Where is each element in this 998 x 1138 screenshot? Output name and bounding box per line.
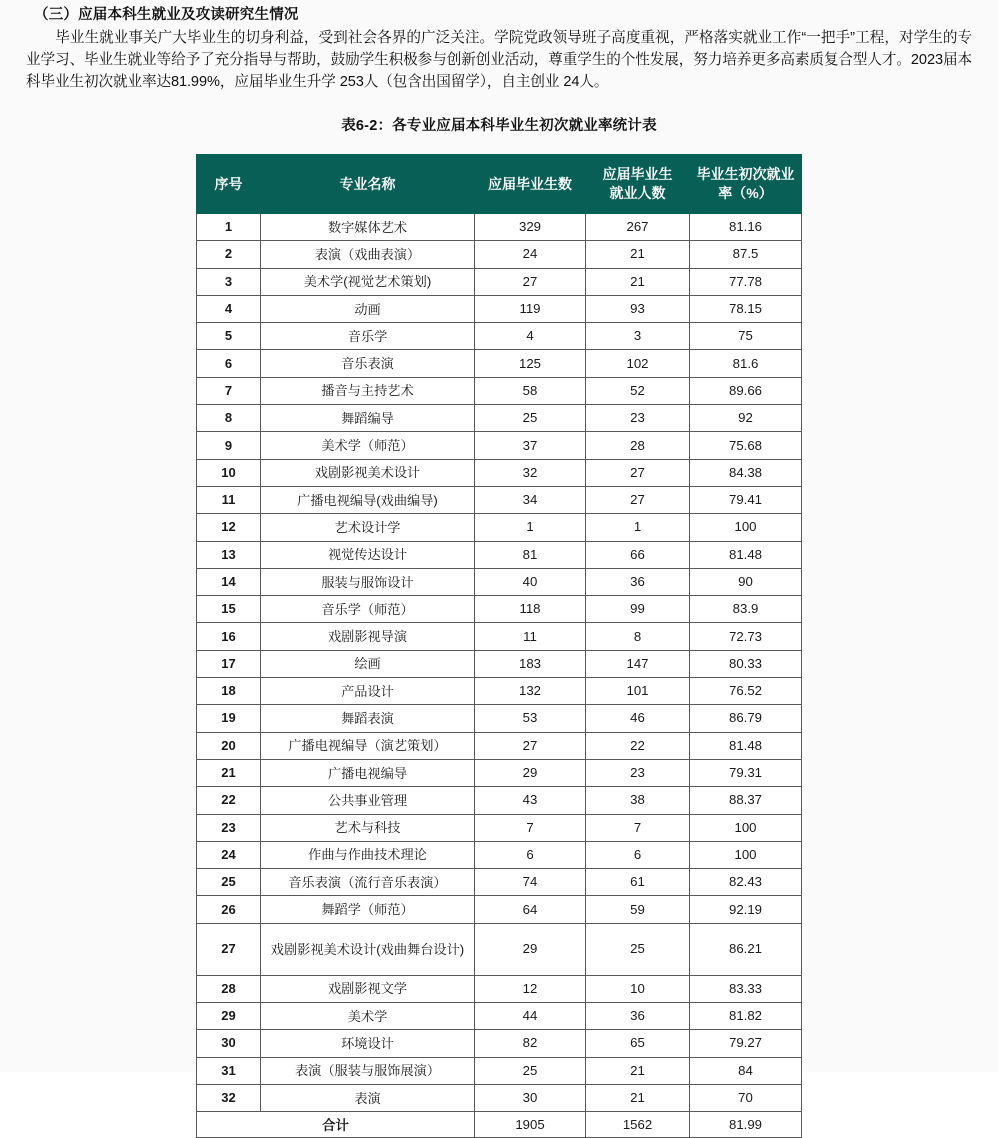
cell-rate: 84 — [690, 1057, 802, 1084]
table-row — [197, 214, 802, 241]
cell-rate: 76.52 — [690, 678, 802, 705]
cell-employed: 10 — [586, 975, 690, 1002]
cell-index: 29 — [197, 1003, 261, 1030]
cell-major: 舞蹈表演 — [261, 705, 475, 732]
column-header-employed-line1: 应届毕业生 — [602, 166, 673, 182]
cell-major: 戏剧影视美术设计 — [261, 459, 475, 486]
cell-rate: 72.73 — [690, 623, 802, 650]
cell-employed: 99 — [586, 596, 690, 623]
cell-index: 6 — [197, 350, 261, 377]
cell-major: 舞蹈学（师范） — [261, 896, 475, 923]
cell-index: 18 — [197, 678, 261, 705]
cell-index: 3 — [197, 268, 261, 295]
cell-graduates: 43 — [475, 787, 586, 814]
cell-index: 4 — [197, 295, 261, 322]
table-row — [197, 787, 802, 814]
column-header-employed-line2: 就业人数 — [609, 185, 666, 201]
cell-employed: 28 — [586, 432, 690, 459]
cell-employed: 61 — [586, 869, 690, 896]
cell-graduates: 4 — [475, 323, 586, 350]
cell-rate: 81.48 — [690, 732, 802, 759]
employment-rate-table — [196, 154, 802, 1138]
cell-rate: 83.9 — [690, 596, 802, 623]
cell-rate: 81.6 — [690, 350, 802, 377]
cell-rate: 70 — [690, 1084, 802, 1111]
cell-index: 21 — [197, 759, 261, 786]
table-row — [197, 350, 802, 377]
table-row — [197, 841, 802, 868]
table-row — [197, 975, 802, 1002]
cell-graduates: 11 — [475, 623, 586, 650]
cell-major: 戏剧影视美术设计(戏曲舞台设计) — [261, 923, 475, 975]
column-header-graduates: 应届毕业生数 — [475, 155, 586, 214]
table-row — [197, 541, 802, 568]
cell-employed: 101 — [586, 678, 690, 705]
cell-graduates: 30 — [475, 1084, 586, 1111]
cell-index: 5 — [197, 323, 261, 350]
table-row — [197, 486, 802, 513]
cell-index: 23 — [197, 814, 261, 841]
cell-graduates: 183 — [475, 650, 586, 677]
cell-graduates: 40 — [475, 568, 586, 595]
cell-employed: 25 — [586, 923, 690, 975]
cell-major: 视觉传达设计 — [261, 541, 475, 568]
cell-rate: 100 — [690, 841, 802, 868]
cell-employed: 23 — [586, 405, 690, 432]
column-header-employed — [586, 155, 690, 214]
table-container — [0, 136, 998, 1138]
cell-major: 服装与服饰设计 — [261, 568, 475, 595]
table-caption: 表6-2：各专业应届本科毕业生初次就业率统计表 — [341, 118, 657, 134]
cell-graduates: 24 — [475, 241, 586, 268]
cell-graduates: 118 — [475, 596, 586, 623]
cell-rate: 88.37 — [690, 787, 802, 814]
cell-major: 音乐表演（流行音乐表演） — [261, 869, 475, 896]
cell-employed: 59 — [586, 896, 690, 923]
cell-rate: 77.78 — [690, 268, 802, 295]
cell-index: 10 — [197, 459, 261, 486]
cell-employed: 65 — [586, 1030, 690, 1057]
column-header-rate-line2: 率（%） — [718, 185, 773, 201]
cell-employed: 8 — [586, 623, 690, 650]
table-row — [197, 295, 802, 322]
cell-graduates: 29 — [475, 923, 586, 975]
table-row — [197, 377, 802, 404]
cell-employed: 3 — [586, 323, 690, 350]
column-header-major: 专业名称 — [261, 155, 475, 214]
cell-index: 17 — [197, 650, 261, 677]
cell-rate: 78.15 — [690, 295, 802, 322]
cell-employed: 7 — [586, 814, 690, 841]
table-row — [197, 678, 802, 705]
cell-rate: 90 — [690, 568, 802, 595]
cell-employed: 21 — [586, 241, 690, 268]
cell-graduates: 132 — [475, 678, 586, 705]
column-header-rate — [690, 155, 802, 214]
cell-rate: 86.79 — [690, 705, 802, 732]
cell-major: 广播电视编导（演艺策划） — [261, 732, 475, 759]
cell-rate: 86.21 — [690, 923, 802, 975]
cell-index: 15 — [197, 596, 261, 623]
cell-employed: 21 — [586, 268, 690, 295]
total-row — [197, 1112, 802, 1138]
table-row — [197, 814, 802, 841]
cell-major: 绘画 — [261, 650, 475, 677]
cell-major: 播音与主持艺术 — [261, 377, 475, 404]
cell-index: 19 — [197, 705, 261, 732]
cell-graduates: 27 — [475, 732, 586, 759]
cell-major: 表演（服装与服饰展演） — [261, 1057, 475, 1084]
cell-index: 7 — [197, 377, 261, 404]
cell-index: 16 — [197, 623, 261, 650]
cell-major: 戏剧影视导演 — [261, 623, 475, 650]
cell-index: 27 — [197, 923, 261, 975]
cell-rate: 100 — [690, 514, 802, 541]
total-graduates: 1905 — [475, 1112, 586, 1138]
table-row — [197, 1084, 802, 1111]
cell-graduates: 119 — [475, 295, 586, 322]
cell-major: 戏剧影视文学 — [261, 975, 475, 1002]
table-row — [197, 869, 802, 896]
cell-major: 表演（戏曲表演） — [261, 241, 475, 268]
cell-graduates: 44 — [475, 1003, 586, 1030]
cell-rate: 92.19 — [690, 896, 802, 923]
cell-index: 8 — [197, 405, 261, 432]
cell-major: 作曲与作曲技术理论 — [261, 841, 475, 868]
cell-employed: 36 — [586, 568, 690, 595]
cell-major: 数字媒体艺术 — [261, 214, 475, 241]
cell-graduates: 329 — [475, 214, 586, 241]
cell-employed: 52 — [586, 377, 690, 404]
table-footer — [197, 1112, 802, 1138]
cell-rate: 100 — [690, 814, 802, 841]
table-row — [197, 241, 802, 268]
cell-employed: 6 — [586, 841, 690, 868]
cell-rate: 83.33 — [690, 975, 802, 1002]
cell-rate: 79.31 — [690, 759, 802, 786]
cell-employed: 93 — [586, 295, 690, 322]
cell-employed: 23 — [586, 759, 690, 786]
cell-graduates: 74 — [475, 869, 586, 896]
table-row — [197, 405, 802, 432]
cell-employed: 36 — [586, 1003, 690, 1030]
cell-employed: 27 — [586, 486, 690, 513]
cell-rate: 82.43 — [690, 869, 802, 896]
cell-rate: 79.41 — [690, 486, 802, 513]
cell-rate: 89.66 — [690, 377, 802, 404]
cell-graduates: 25 — [475, 1057, 586, 1084]
table-row — [197, 896, 802, 923]
cell-index: 2 — [197, 241, 261, 268]
total-label: 合计 — [197, 1112, 475, 1138]
cell-index: 20 — [197, 732, 261, 759]
cell-index: 32 — [197, 1084, 261, 1111]
cell-major: 广播电视编导(戏曲编导) — [261, 486, 475, 513]
cell-major: 美术学 — [261, 1003, 475, 1030]
cell-index: 12 — [197, 514, 261, 541]
cell-graduates: 34 — [475, 486, 586, 513]
cell-index: 22 — [197, 787, 261, 814]
cell-rate: 80.33 — [690, 650, 802, 677]
cell-major: 环境设计 — [261, 1030, 475, 1057]
cell-index: 31 — [197, 1057, 261, 1084]
cell-graduates: 7 — [475, 814, 586, 841]
cell-major: 产品设计 — [261, 678, 475, 705]
cell-index: 13 — [197, 541, 261, 568]
cell-employed: 267 — [586, 214, 690, 241]
cell-major: 音乐学 — [261, 323, 475, 350]
table-row — [197, 650, 802, 677]
cell-employed: 21 — [586, 1084, 690, 1111]
cell-graduates: 37 — [475, 432, 586, 459]
cell-graduates: 81 — [475, 541, 586, 568]
cell-index: 1 — [197, 214, 261, 241]
table-row — [197, 568, 802, 595]
cell-graduates: 12 — [475, 975, 586, 1002]
table-row — [197, 1030, 802, 1057]
cell-graduates: 125 — [475, 350, 586, 377]
cell-major: 广播电视编导 — [261, 759, 475, 786]
cell-rate: 87.5 — [690, 241, 802, 268]
cell-rate: 81.16 — [690, 214, 802, 241]
cell-major: 美术学(视觉艺术策划) — [261, 268, 475, 295]
cell-employed: 66 — [586, 541, 690, 568]
cell-employed: 27 — [586, 459, 690, 486]
cell-graduates: 82 — [475, 1030, 586, 1057]
cell-graduates: 32 — [475, 459, 586, 486]
cell-graduates: 6 — [475, 841, 586, 868]
cell-graduates: 1 — [475, 514, 586, 541]
cell-major: 舞蹈编导 — [261, 405, 475, 432]
cell-graduates: 58 — [475, 377, 586, 404]
cell-major: 美术学（师范） — [261, 432, 475, 459]
cell-rate: 79.27 — [690, 1030, 802, 1057]
total-employed: 1562 — [586, 1112, 690, 1138]
cell-graduates: 27 — [475, 268, 586, 295]
cell-employed: 102 — [586, 350, 690, 377]
cell-employed: 38 — [586, 787, 690, 814]
cell-graduates: 29 — [475, 759, 586, 786]
table-row — [197, 923, 802, 975]
cell-rate: 75.68 — [690, 432, 802, 459]
cell-employed: 21 — [586, 1057, 690, 1084]
table-row — [197, 323, 802, 350]
column-header-index: 序号 — [197, 155, 261, 214]
table-row — [197, 459, 802, 486]
cell-employed: 1 — [586, 514, 690, 541]
cell-index: 14 — [197, 568, 261, 595]
cell-major: 动画 — [261, 295, 475, 322]
cell-rate: 81.48 — [690, 541, 802, 568]
cell-index: 9 — [197, 432, 261, 459]
cell-index: 26 — [197, 896, 261, 923]
cell-index: 11 — [197, 486, 261, 513]
cell-major: 音乐学（师范） — [261, 596, 475, 623]
cell-employed: 147 — [586, 650, 690, 677]
table-row — [197, 705, 802, 732]
cell-rate: 84.38 — [690, 459, 802, 486]
table-body — [197, 214, 802, 1112]
cell-major: 艺术设计学 — [261, 514, 475, 541]
table-row — [197, 623, 802, 650]
cell-major: 表演 — [261, 1084, 475, 1111]
cell-major: 公共事业管理 — [261, 787, 475, 814]
cell-index: 28 — [197, 975, 261, 1002]
section-heading: （三）应届本科生就业及攻读研究生情况 — [34, 7, 299, 23]
table-header-row — [197, 155, 802, 214]
cell-graduates: 64 — [475, 896, 586, 923]
cell-graduates: 25 — [475, 405, 586, 432]
table-row — [197, 732, 802, 759]
total-rate: 81.99 — [690, 1112, 802, 1138]
table-row — [197, 432, 802, 459]
cell-major: 音乐表演 — [261, 350, 475, 377]
cell-rate: 92 — [690, 405, 802, 432]
cell-index: 24 — [197, 841, 261, 868]
cell-employed: 46 — [586, 705, 690, 732]
table-row — [197, 268, 802, 295]
body-paragraph: 毕业生就业事关广大毕业生的切身利益，受到社会各界的广泛关注。学院党政领导班子高度重视，严格落实就业工作“一把手”工程，对学生的专业学习、毕业生就业等给予了充分指导与帮助，鼓励学生积极参与创新创业活动，尊重学生的个性发展，努力培养更多高素质复合型人才。2023届本科毕业生初次就业率达81.99%，应届毕业生升学 253人（包含出国留学），自主创业 24人。 — [26, 30, 972, 90]
table-row — [197, 514, 802, 541]
cell-rate: 75 — [690, 323, 802, 350]
cell-graduates: 53 — [475, 705, 586, 732]
cell-index: 30 — [197, 1030, 261, 1057]
table-row — [197, 1057, 802, 1084]
cell-employed: 22 — [586, 732, 690, 759]
table-row — [197, 1003, 802, 1030]
column-header-rate-line1: 毕业生初次就业 — [696, 166, 795, 182]
table-row — [197, 759, 802, 786]
cell-rate: 81.82 — [690, 1003, 802, 1030]
cell-major: 艺术与科技 — [261, 814, 475, 841]
cell-index: 25 — [197, 869, 261, 896]
table-row — [197, 596, 802, 623]
table-header — [197, 155, 802, 214]
